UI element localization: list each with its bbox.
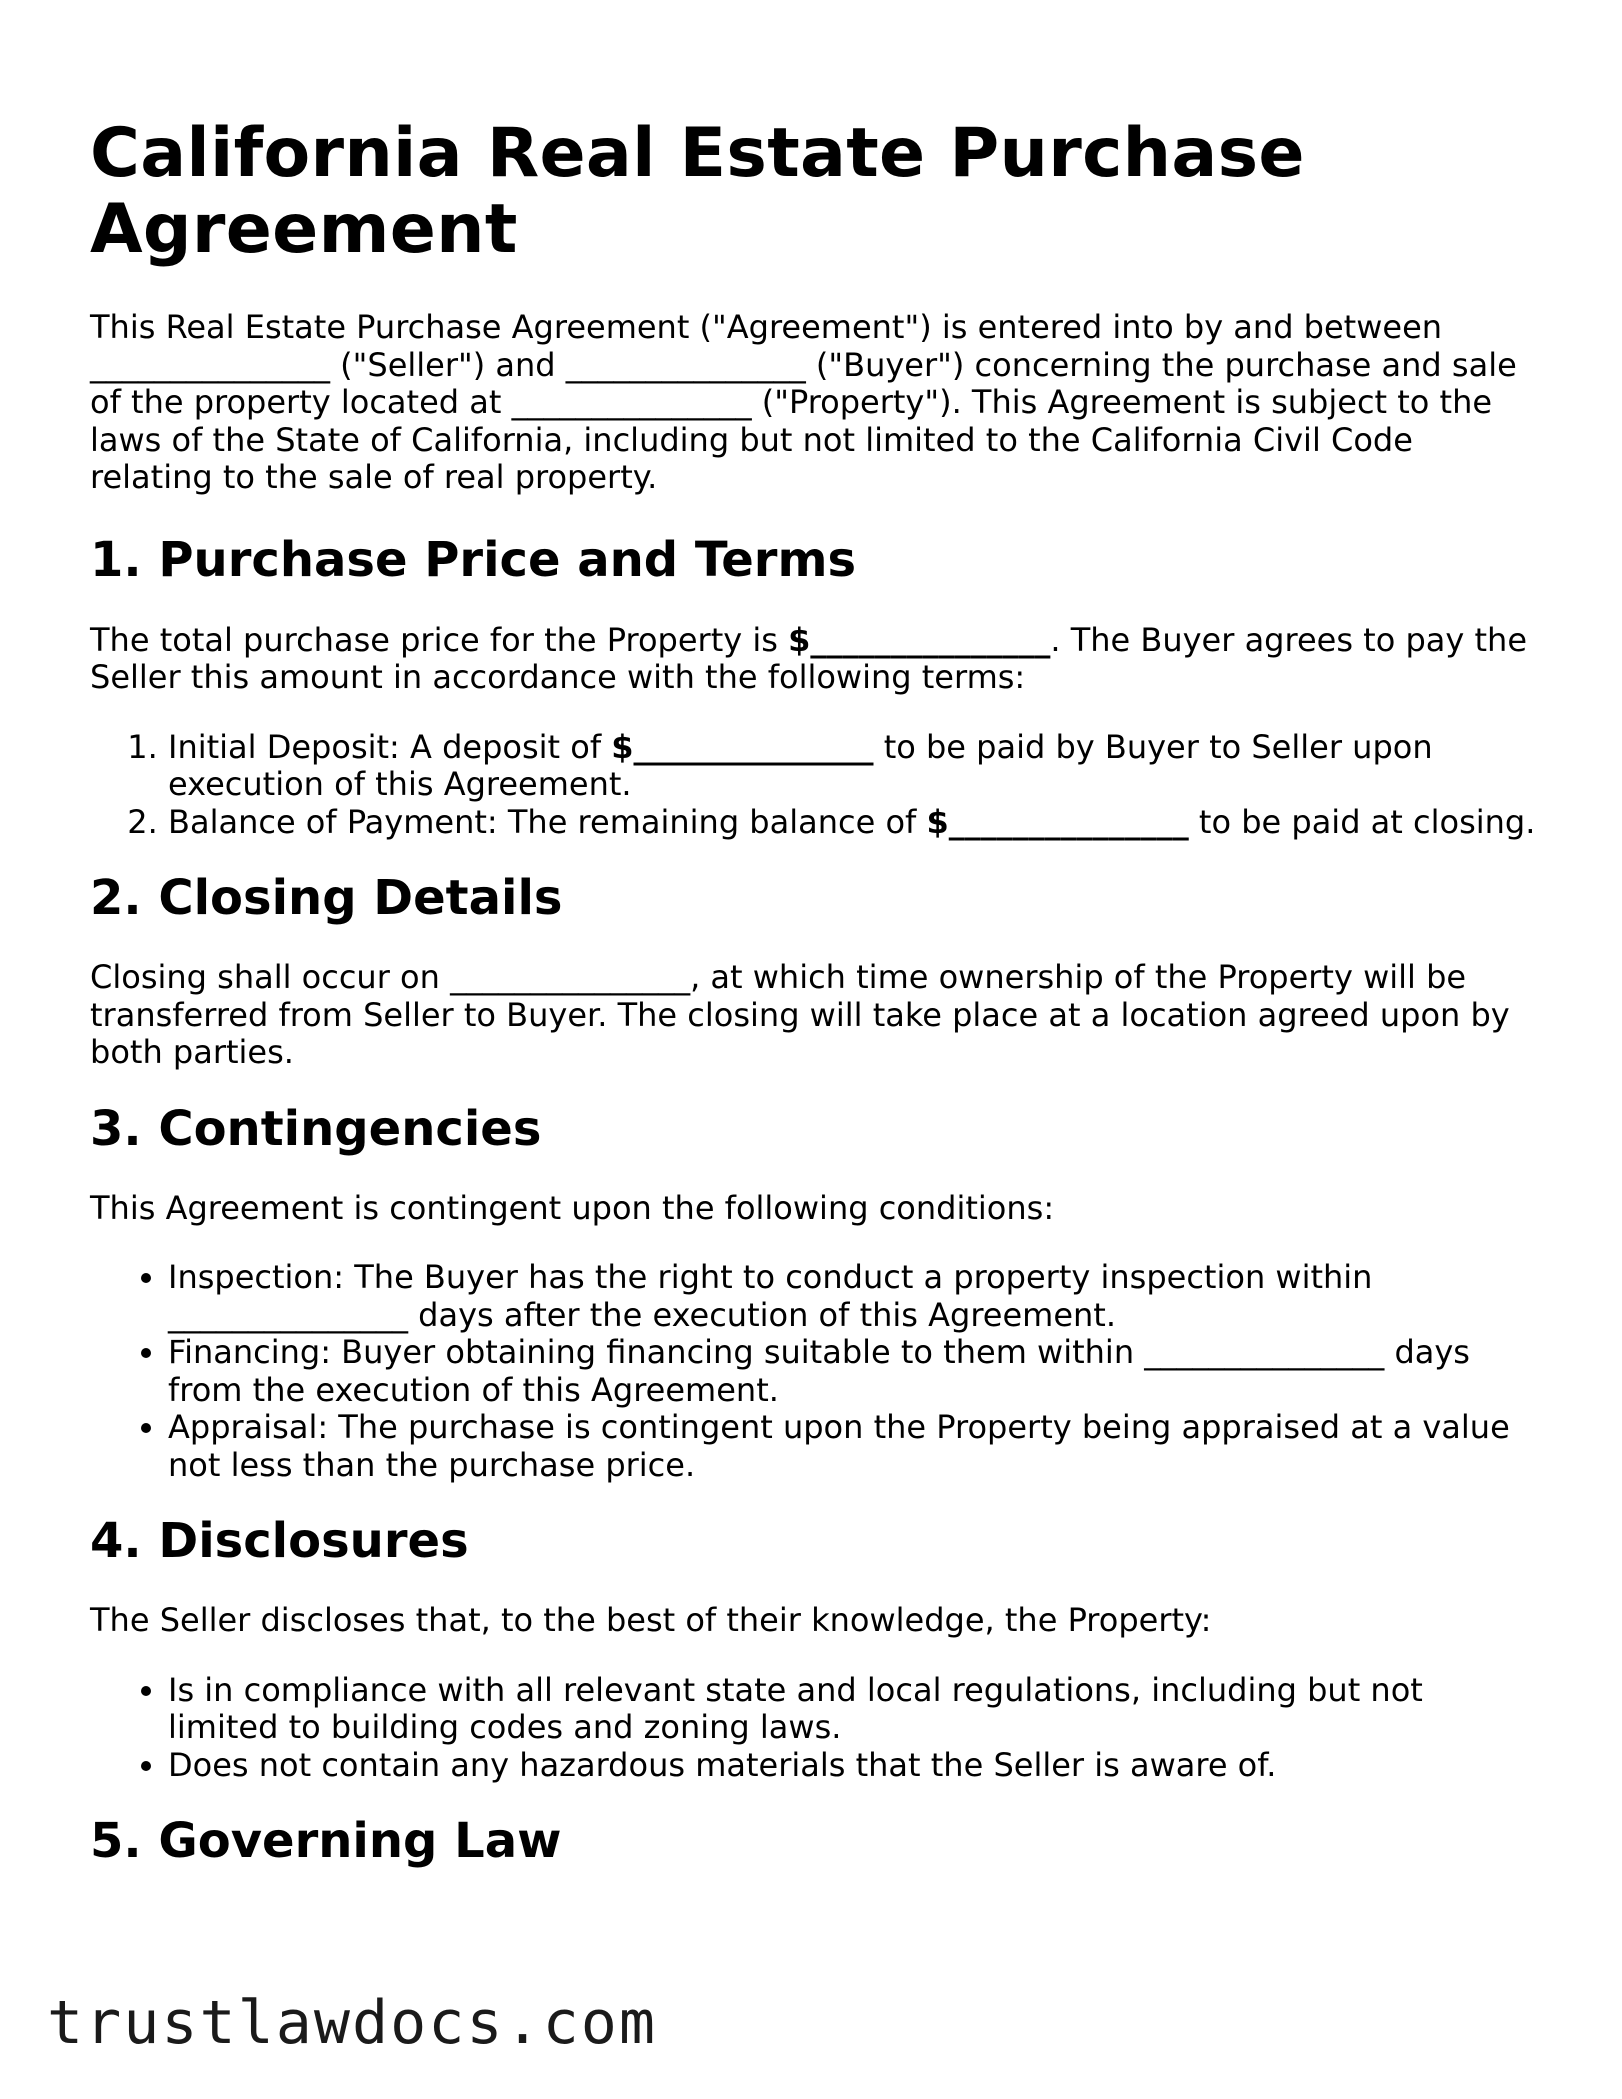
watermark-text: trustlawdocs.com <box>47 1988 657 2058</box>
section-heading-closing: 2. Closing Details <box>90 870 563 926</box>
section-heading-governing-law: 5. Governing Law <box>90 1813 562 1869</box>
list-item: • Is in compliance with all relevant state and local regulations, including but not limited to building codes and zoning laws. <box>168 1672 1542 1747</box>
section-heading-contingencies: 3. Contingencies <box>90 1100 542 1157</box>
purchase-paragraph <box>90 622 1542 697</box>
intro-paragraph: This Real Estate Purchase Agreement ("Agreement") is entered into by and between _______________ ("Seller") and _______________ ("Buyer") concerning the purchase and sale of the property located at _______________ ("Property"). This Agreement is subject to the laws of the State of California, including but not limited to the California Civil Code relating to the sale of real property. <box>90 308 1517 496</box>
list-item-text: to be paid by Buyer to Seller upon execution of this Agreement. <box>168 727 1433 803</box>
list-item <box>168 804 1542 842</box>
list-item-text: Initial Deposit: A deposit of <box>168 727 612 766</box>
purchase-terms-list <box>90 729 1542 842</box>
list-item-text: to be paid at closing. <box>1188 802 1536 841</box>
list-item: • Inspection: The Buyer has the right to conduct a property inspection within _______________ days after the execution of this Agreement. <box>168 1259 1542 1334</box>
list-item: • Appraisal: The purchase is contingent upon the Property being appraised at a value not less than the purchase price. <box>168 1409 1542 1484</box>
deposit-amount-blank: $_______________ <box>611 727 874 766</box>
list-item <box>168 729 1542 804</box>
balance-amount-blank: $_______________ <box>926 802 1189 841</box>
disclosures-list <box>90 1672 1542 1785</box>
contingencies-paragraph: This Agreement is contingent upon the following conditions: <box>90 1188 1055 1227</box>
list-item: • Does not contain any hazardous materials that the Seller is aware of. <box>168 1747 1542 1785</box>
list-item: • Financing: Buyer obtaining financing suitable to them within _______________ days from the execution of this Agreement. <box>168 1334 1542 1409</box>
section-heading-disclosures: 4. Disclosures <box>90 1513 469 1569</box>
document-title: California Real Estate Purchase Agreement <box>90 114 1305 269</box>
closing-paragraph: Closing shall occur on _______________, at which time ownership of the Property will be transferred from Seller to Buyer. The closing will take place at a location agreed upon by both parties. <box>90 958 1510 1071</box>
purchase-amount-blank: $_______________ <box>788 620 1051 659</box>
purchase-text-after: . The Buyer agrees to pay the Seller this amount in accordance with the following terms: <box>90 620 1527 696</box>
purchase-text-before: The total purchase price for the Property is <box>90 620 789 659</box>
disclosures-paragraph: The Seller discloses that, to the best of their knowledge, the Property: <box>90 1601 1212 1639</box>
list-item-text: Balance of Payment: The remaining balance of <box>168 802 927 841</box>
document-page <box>90 0 1542 1869</box>
section-heading-purchase: 1. Purchase Price and Terms <box>90 531 857 588</box>
contingencies-list <box>90 1259 1542 1484</box>
